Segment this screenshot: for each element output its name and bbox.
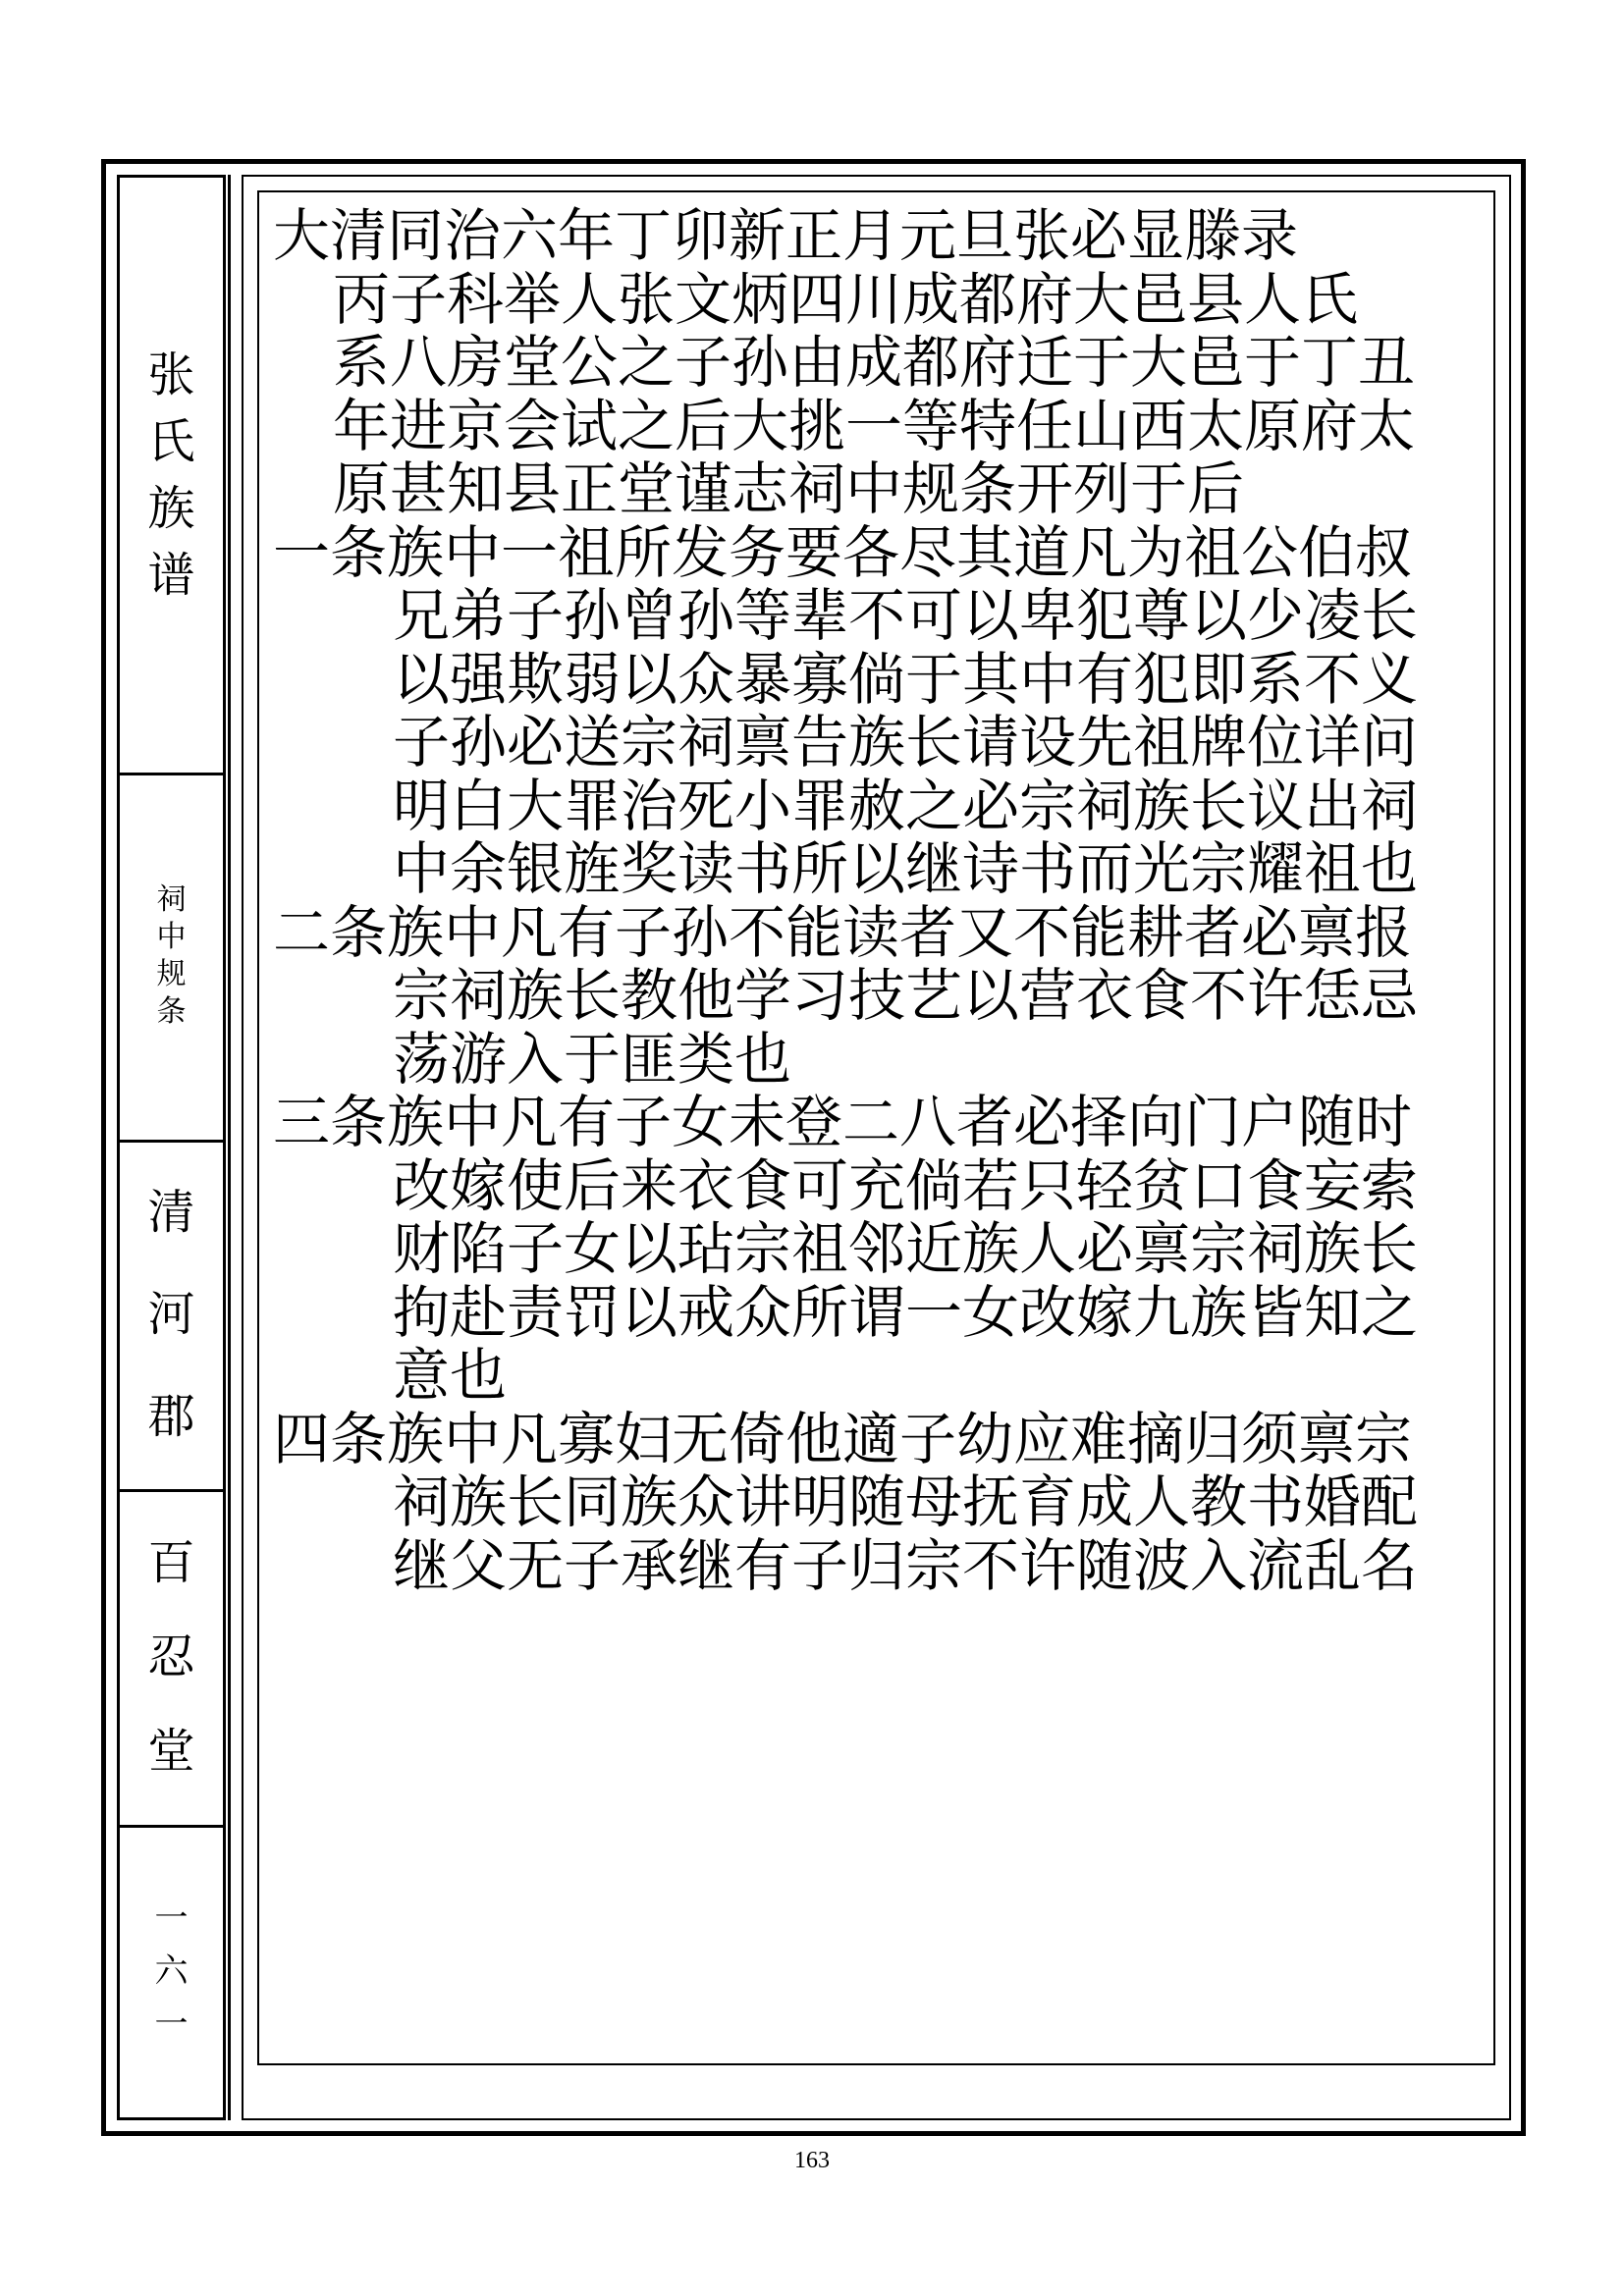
spine-character: 氏	[147, 414, 195, 469]
spine-section-cell	[120, 773, 223, 1143]
text-line: 明白大罪治死小罪赦之必宗祠族长议出祠	[393, 772, 1419, 839]
text-line: 系八房堂公之子孙由成都府迁于大邑于丁丑	[333, 329, 1416, 396]
spine-character: 百	[147, 1535, 195, 1590]
spine-character: 六	[154, 1951, 189, 1991]
spine-page-cell	[120, 1825, 223, 2117]
footer-page-number: 163	[794, 2148, 830, 2173]
spine-character: 河	[147, 1287, 195, 1342]
text-line: 兄弟子孙曾孙等辈不可以卑犯尊以少凌长	[393, 582, 1419, 649]
spine-divider-line	[228, 175, 231, 2120]
text-line: 继父无子承继有子归宗不许随波入流乱名	[393, 1531, 1419, 1599]
spine-character: 谱	[147, 548, 195, 603]
text-line: 宗祠族长教他学习技艺以营衣食不许恁忌	[393, 962, 1419, 1029]
spine-character: 堂	[147, 1724, 195, 1779]
text-line: 二条族中凡有子孙不能读者又不能耕者必禀报	[273, 898, 1413, 966]
text-line: 拘赴责罚以戒众所谓一女改嫁九族皆知之	[393, 1278, 1419, 1346]
spine-character: 祠	[156, 882, 187, 917]
text-line: 财陷子女以玷宗祖邻近族人必禀宗祠族长	[393, 1215, 1419, 1282]
spine-character: 条	[156, 994, 187, 1029]
page-frame	[101, 159, 1526, 2136]
spine-hall-cell	[120, 1489, 223, 1828]
text-line: 荡游入于匪类也	[393, 1025, 792, 1093]
spine-character: 中	[156, 920, 187, 954]
spine-character: 族	[147, 481, 195, 536]
text-line: 大清同治六年丁卯新正月元旦张必显滕录	[273, 202, 1299, 269]
text-line: 以强欺弱以众暴寡倘于其中有犯即系不义	[393, 645, 1419, 713]
spine-character: 一	[154, 1898, 189, 1938]
text-line: 三条族中凡有子女未登二八者必择向门户随时	[273, 1089, 1413, 1155]
text-line: 中余银旌奖读书所以继诗书而光宗耀祖也	[393, 835, 1419, 902]
spine-character: 张	[147, 347, 195, 402]
text-line: 原甚知县正堂谨志祠中规条开列于后	[333, 455, 1245, 522]
genealogy-text-body	[273, 202, 1419, 1599]
spine-character: 一	[154, 2004, 189, 2044]
text-line: 一条族中一祖所发务要各尽其道凡为祖公伯叔	[273, 518, 1413, 586]
spine-character: 清	[147, 1185, 195, 1240]
text-line: 子孙必送宗祠禀告族长请设先祖牌位详问	[393, 709, 1419, 775]
text-line: 改嫁使后来衣食可充倘若只轻贫口食妄索	[393, 1151, 1419, 1219]
text-panel	[242, 175, 1511, 2120]
text-line: 意也	[393, 1342, 508, 1409]
spine-character: 规	[156, 957, 187, 991]
text-line: 年进京会试之后大挑一等特任山西太原府太	[333, 392, 1416, 459]
text-line: 丙子科举人张文炳四川成都府大邑县人氏	[333, 265, 1359, 333]
spine-column	[117, 175, 226, 2120]
text-line: 祠族长同族众讲明随母抚育成人教书婚配	[393, 1468, 1419, 1535]
text-line: 四条族中凡寡妇无倚他適子幼应难摘归须禀宗	[273, 1405, 1413, 1472]
spine-character: 忍	[147, 1629, 195, 1684]
spine-county-cell	[120, 1140, 223, 1492]
spine-character: 郡	[147, 1389, 195, 1444]
spine-title-cell	[120, 178, 223, 775]
